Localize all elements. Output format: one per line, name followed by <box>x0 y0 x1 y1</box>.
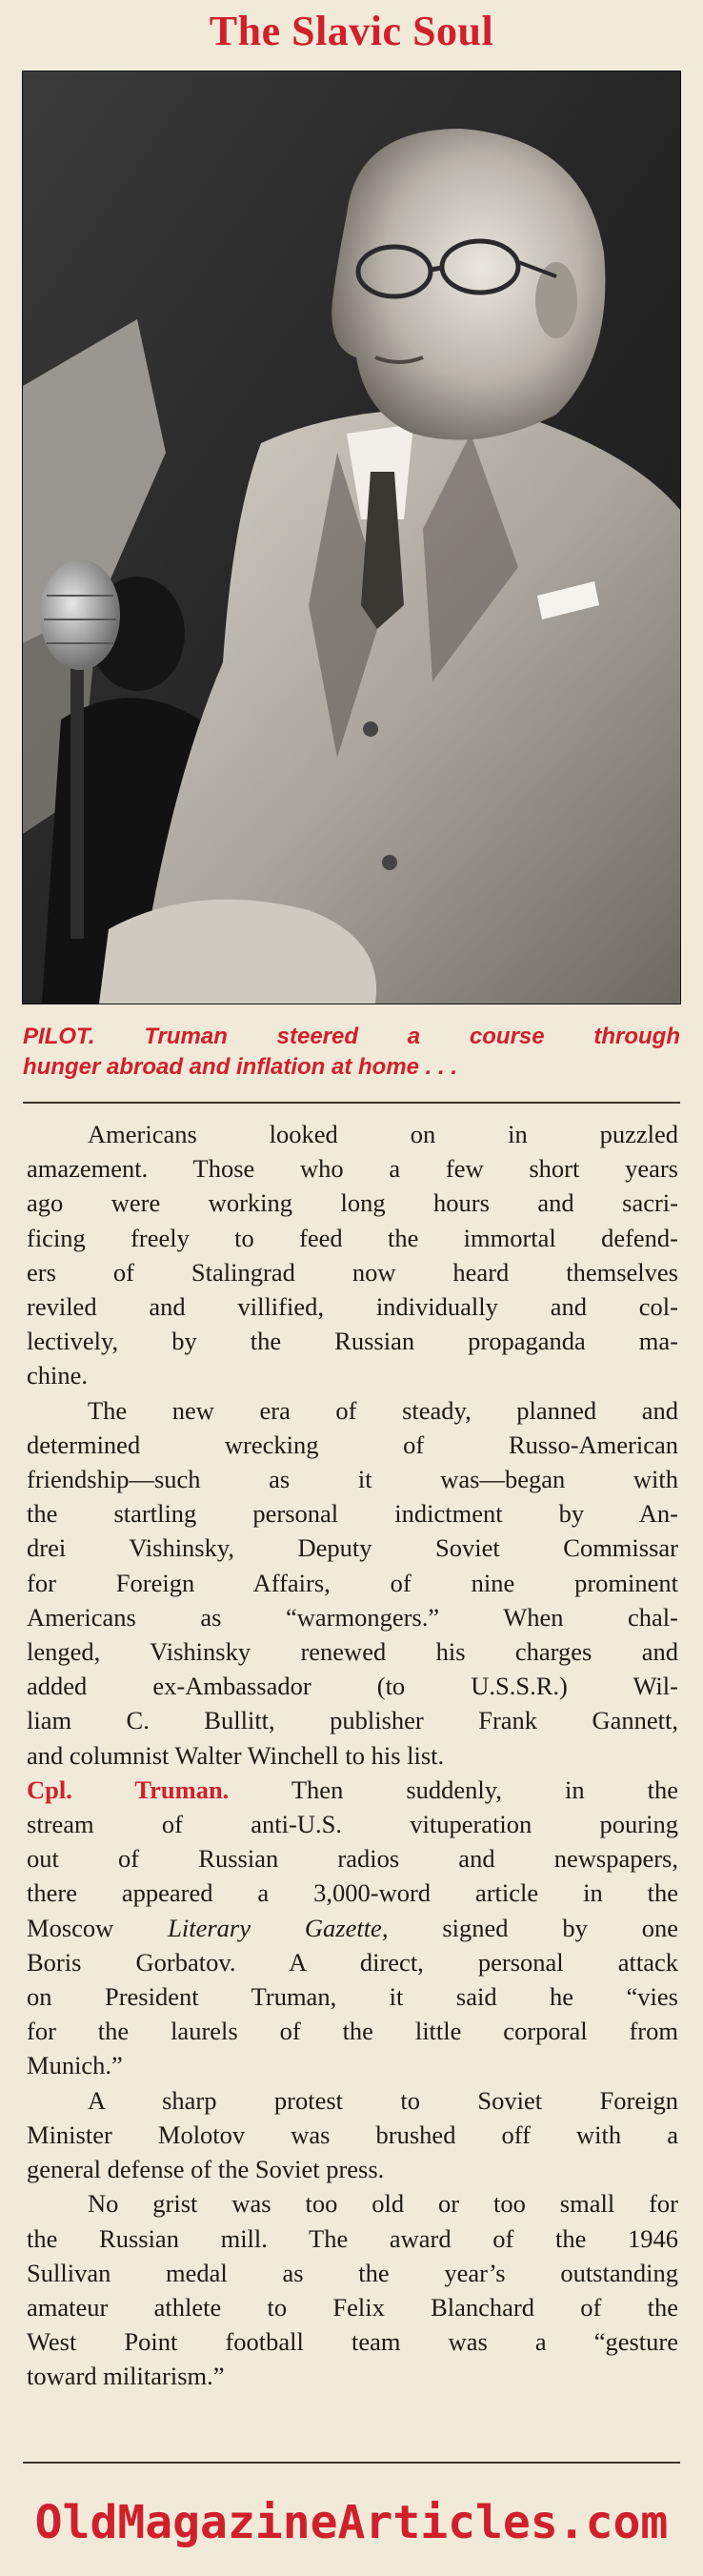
paragraph-2 <box>27 1393 678 1773</box>
site-watermark-link[interactable]: OldMagazineArticles.com <box>34 2495 669 2549</box>
text-line: reviled and villified, individually and col- <box>27 1292 678 1322</box>
text-line: determined wrecking of Russo-American <box>27 1430 678 1459</box>
text-line: Munich.” <box>27 2051 123 2080</box>
paragraph-5 <box>27 2186 678 2393</box>
caption-line: hunger abroad and inflation at home . . . <box>23 1054 458 1080</box>
text-line: chine. <box>27 1361 89 1390</box>
photo-caption <box>23 1022 680 1083</box>
text-line: amateur athlete to Felix Blanchard of the <box>27 2292 678 2322</box>
section-heading: Cpl. Truman. <box>27 1775 230 1804</box>
text-line: there appeared a 3,000-word article in the <box>27 1878 678 1908</box>
text-run: Then suddenly, in the <box>229 1775 678 1804</box>
text-line: No grist was too old or too small for <box>88 2189 678 2219</box>
text-run: signed by one <box>388 1913 678 1942</box>
text-line: the startling personal indictment by An- <box>27 1499 678 1529</box>
text-line: Boris Gorbatov. A direct, personal attack <box>27 1947 678 1977</box>
text-line: toward militarism.” <box>27 2362 225 2391</box>
text-line: lectively, by the Russian propaganda ma- <box>27 1327 678 1356</box>
paragraph-4 <box>27 2083 678 2187</box>
text-line: stream of anti-U.S. vituperation pouring <box>27 1810 678 1839</box>
caption-line: PILOT. Truman steered a course through <box>23 1024 680 1049</box>
text-line: Sullivan medal as the year’s outstanding <box>27 2258 678 2287</box>
text-line: Minister Molotov was brushed off with a <box>27 2120 678 2149</box>
text-line: on President Truman, it said he “vies <box>27 1982 678 2012</box>
text-line: West Point football team was a “gesture <box>27 2327 678 2357</box>
text-line: lenged, Vishinsky renewed his charges and <box>27 1637 678 1667</box>
text-line <box>27 1911 678 1945</box>
text-line: amazement. Those who a few short years <box>27 1154 678 1184</box>
text-run: Moscow <box>27 1913 169 1942</box>
text-line: ers of Stalingrad now heard themselves <box>27 1257 678 1287</box>
divider-rule <box>23 2462 680 2464</box>
paragraph-3 <box>27 1773 678 2083</box>
text-line: drei Vishinsky, Deputy Soviet Commissar <box>27 1533 678 1563</box>
text-line: the Russian mill. The award of the 1946 <box>27 2223 678 2253</box>
text-line: and columnist Walter Winchell to his list. <box>27 1740 445 1770</box>
text-line: A sharp protest to Soviet Foreign <box>88 2085 678 2115</box>
text-line: liam C. Bullitt, publisher Frank Gannett, <box>27 1706 678 1735</box>
text-line: friendship—such as it was—began with <box>27 1465 678 1494</box>
text-line: for Foreign Affairs, of nine prominent <box>27 1568 678 1597</box>
article-body <box>27 1117 678 2394</box>
photo-illustration <box>23 71 680 1004</box>
page-title: The Slavic Soul <box>209 8 494 54</box>
text-line: Americans as “warmongers.” When chal- <box>27 1602 678 1632</box>
text-line: ficing freely to feed the immortal defend- <box>27 1223 678 1252</box>
paragraph-1 <box>27 1117 678 1393</box>
photo-truman-speaking <box>22 71 681 1004</box>
publication-name: Literary Gazette, <box>168 1913 389 1942</box>
text-line: added ex-Ambassador (to U.S.S.R.) Wil- <box>27 1672 678 1701</box>
text-line: general defense of the Soviet press. <box>27 2155 385 2184</box>
text-line: for the laurels of the little corporal from <box>27 2017 678 2046</box>
text-line: ago were working long hours and sacri- <box>27 1188 678 1218</box>
text-line: Americans looked on in puzzled <box>88 1120 678 1148</box>
text-line <box>27 1773 678 1807</box>
text-line: out of Russian radios and newspapers, <box>27 1844 678 1874</box>
text-line: The new era of steady, planned and <box>88 1395 678 1425</box>
divider-rule <box>23 1102 680 1104</box>
